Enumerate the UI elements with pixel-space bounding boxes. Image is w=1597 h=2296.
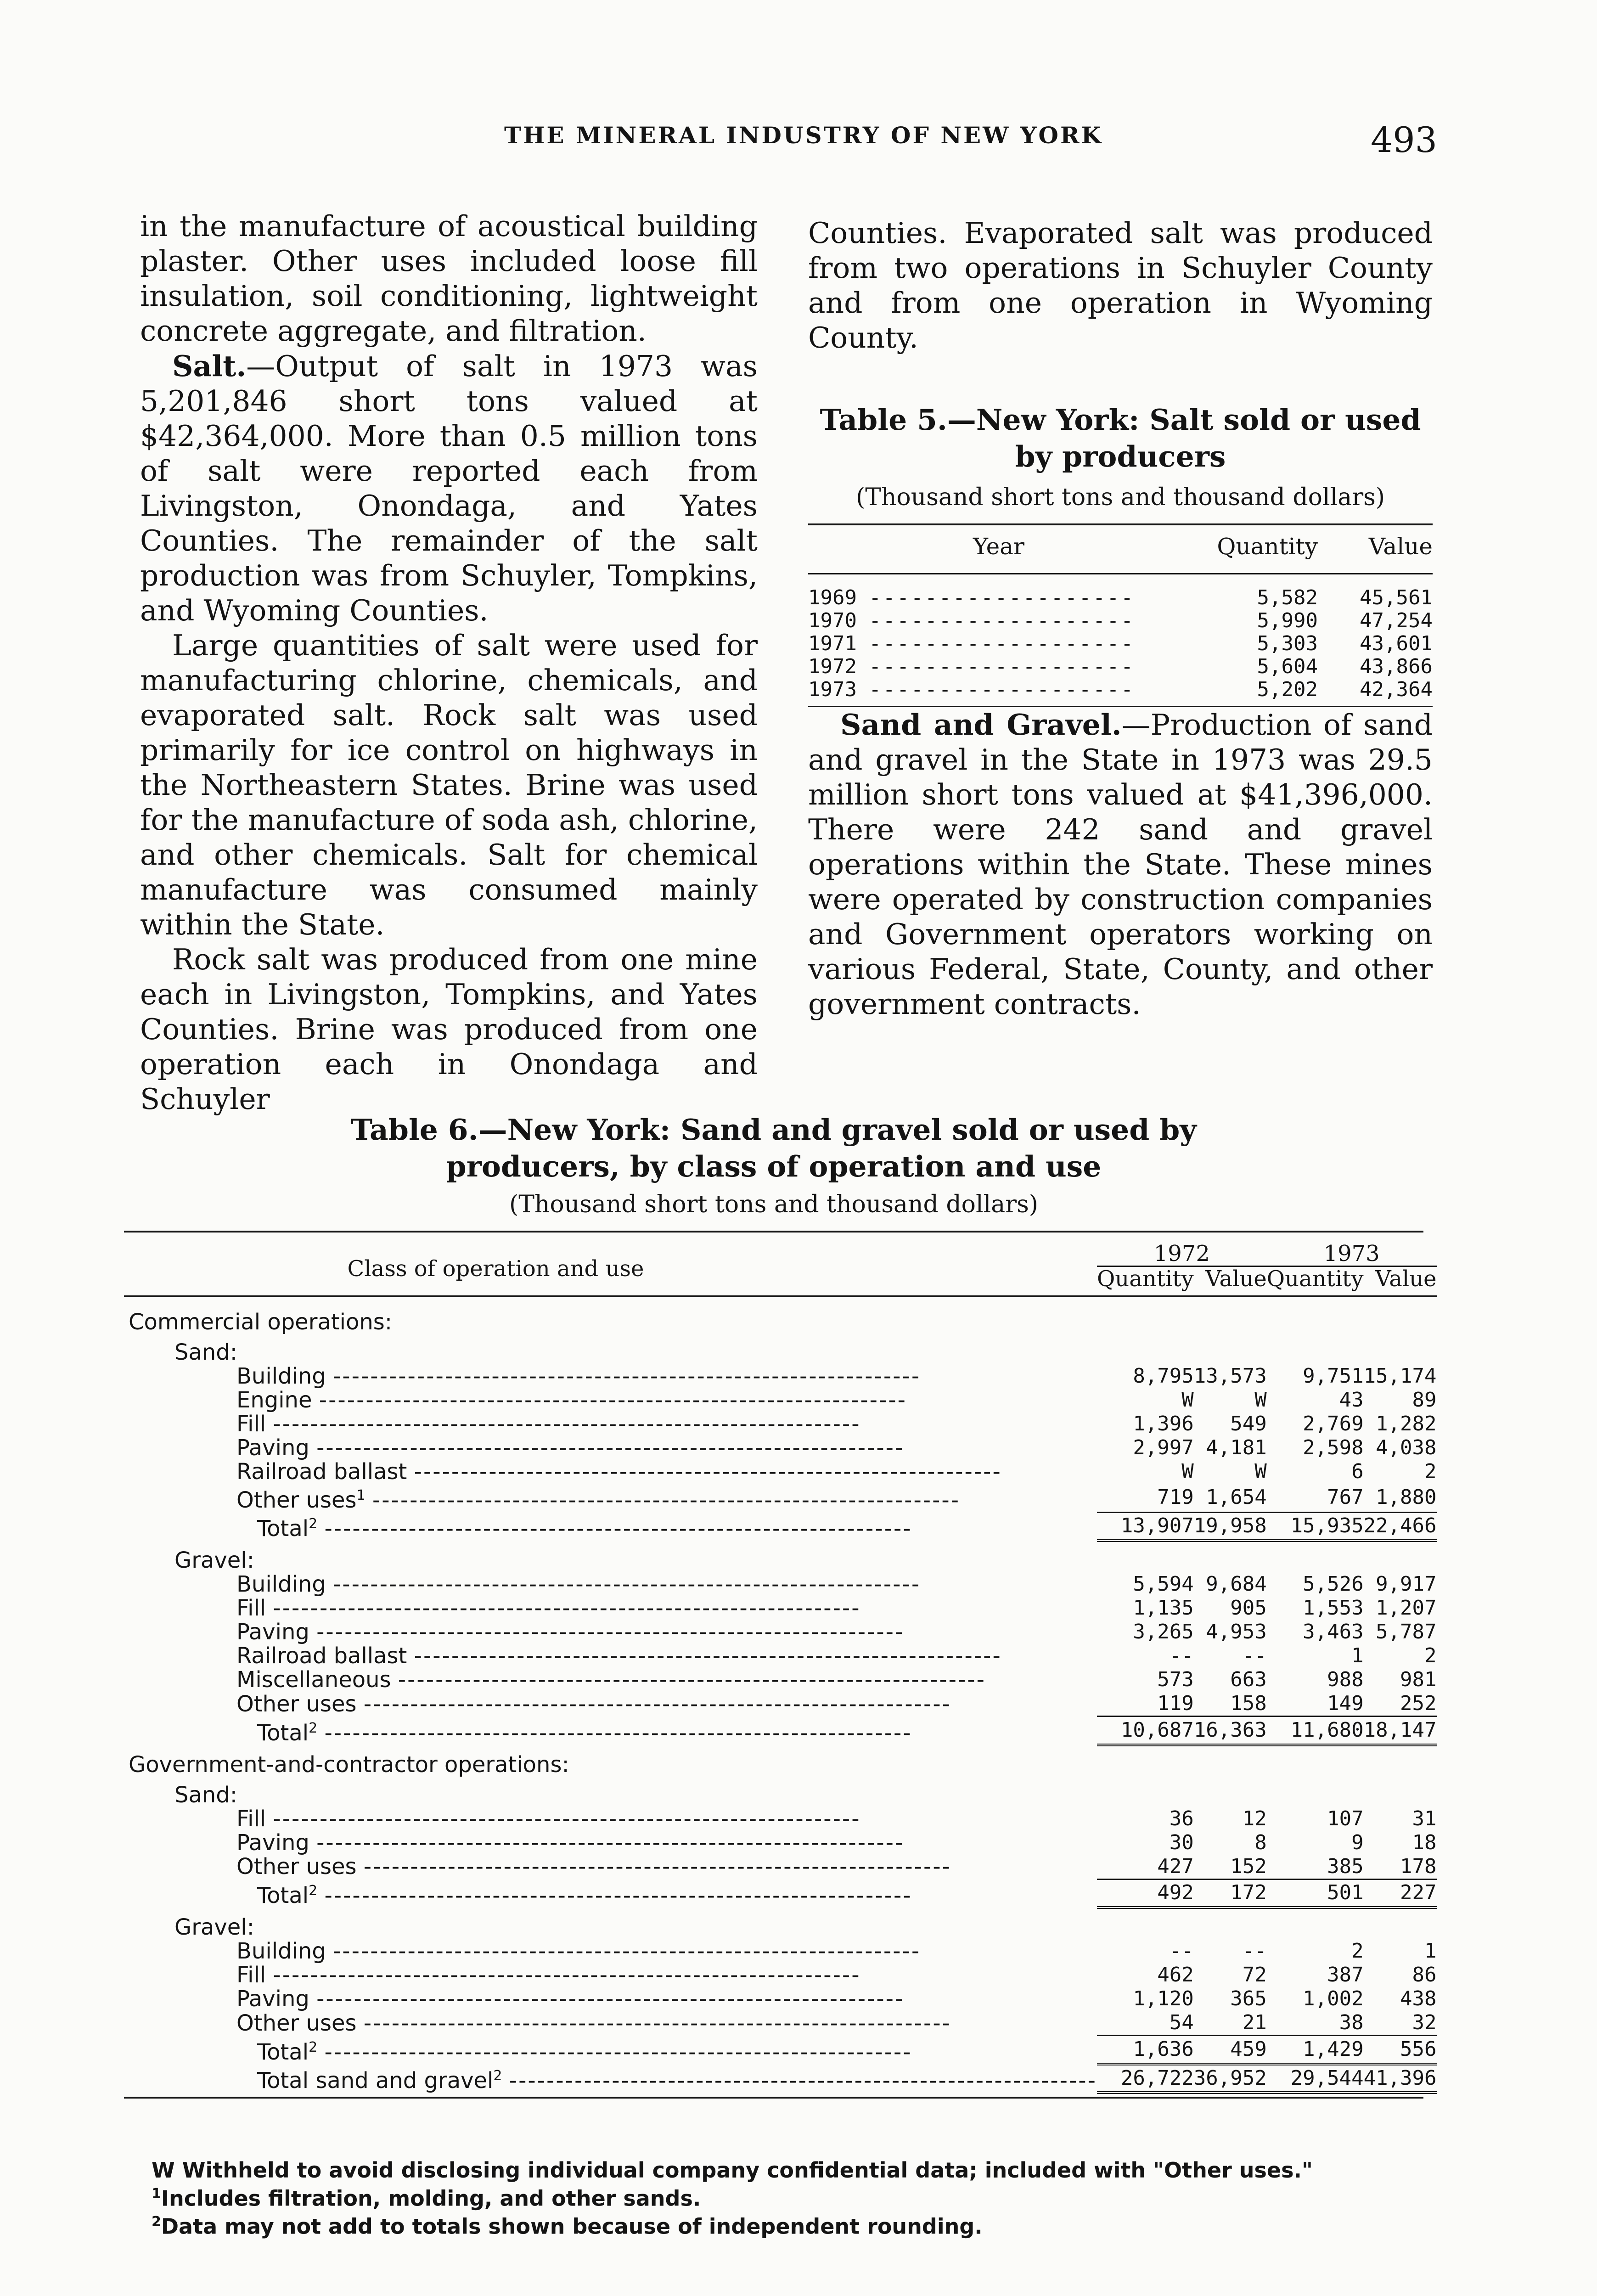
commercial-gravel-row-label: Paving ---------------------------------------------------------------	[236, 1620, 905, 1644]
qty-1973: 9	[1351, 1830, 1364, 1854]
commercial-gravel-row	[124, 1644, 1437, 1668]
val-1973: 22,466	[1364, 1512, 1437, 1541]
commercial-sand-total-row-label: Total$^2$ ---------------------------------------------------------------	[257, 1516, 912, 1541]
left-paragraph-3: Large quantities of salt were used for manufacturing chlorine, chemicals, and evaporated salt. Rock salt was used primarily for ice control on highways in the Northeastern States. Brine was used for the manufacture of soda ash, chlorine, and other chemicals. Salt for chemical manufacture was consumed mainly within the State.	[140, 629, 758, 941]
salt-paragraph	[140, 349, 758, 628]
qty-1973: 385	[1327, 1854, 1364, 1878]
commercial-sand-row-label: Paving ---------------------------------------------------------------	[236, 1436, 905, 1460]
salt-paragraph-text: —Output of salt in 1973 was 5,201,846 short tons valued at $42,364,000. More than 0.5 million tons of salt were reported each from Livingston, Onondaga, and Yates Counties. The remainder of the salt production was from Schuyler, Tompkins, and Wyoming Counties.	[140, 349, 758, 627]
page-number: 493	[1370, 119, 1437, 160]
commercial-sand-row	[124, 1364, 1437, 1388]
table6-year-1973: 1973	[1267, 1232, 1437, 1266]
qty-1972: 3,265	[1133, 1620, 1194, 1643]
val-1973: 252	[1400, 1692, 1437, 1715]
qty-1972: 54	[1169, 2011, 1194, 2034]
table6-val-1972: Value	[1205, 1266, 1267, 1292]
footnote-mark: 2	[152, 2214, 161, 2230]
leader-dots: ---------------------------------------------------------------	[316, 1436, 905, 1460]
val-1973: 438	[1400, 1987, 1437, 2010]
commercial-operations	[124, 1296, 1437, 1334]
sand-heading: Sand and Gravel.	[840, 708, 1122, 742]
commercial-sand-row-label: Engine ---------------------------------------------------------------	[236, 1388, 907, 1412]
table5-value: 42,364	[1360, 678, 1433, 701]
table6-footnotes	[152, 2158, 1437, 2239]
leader-dots: ---------------------------------------------------------------	[332, 1939, 921, 1963]
footnote-ref: 2	[309, 1720, 318, 1736]
qty-1972: 26,722	[1097, 2064, 1194, 2093]
government-gravel-row-label: Building ---------------------------------------------------------------	[236, 1939, 921, 1963]
qty-1973: 9,751	[1303, 1364, 1364, 1388]
qty-1972: 1,636	[1097, 2036, 1194, 2064]
commercial-gravel-row-label: Fill ---------------------------------------------------------------	[236, 1596, 861, 1620]
qty-1973: 11,680	[1267, 1716, 1364, 1745]
government-gravel-heading	[124, 1908, 1437, 1939]
val-1973: 1,282	[1376, 1412, 1437, 1435]
table6-year-1972: 1972	[1097, 1232, 1267, 1266]
val-1973: 9,917	[1376, 1572, 1437, 1596]
table5-row	[808, 632, 1433, 655]
footnote-mark: 1	[152, 2186, 161, 2202]
table5-col-year: Year	[973, 533, 1024, 560]
val-1973: 1,880	[1376, 1486, 1437, 1509]
table5-value: 45,561	[1360, 586, 1433, 609]
commercial-gravel-row	[124, 1668, 1437, 1692]
qty-1973: 6	[1351, 1460, 1364, 1483]
government-gravel-total-row	[124, 2036, 1437, 2064]
commercial-gravel-row	[124, 1572, 1437, 1596]
qty-1972: --	[1169, 1939, 1194, 1963]
val-1972: 365	[1230, 1987, 1267, 2010]
val-1972: 9,684	[1206, 1572, 1267, 1596]
table5-row	[808, 678, 1433, 701]
val-1973: 178	[1400, 1854, 1437, 1878]
val-1973: 1,207	[1376, 1596, 1437, 1620]
val-1972: W	[1254, 1388, 1267, 1412]
val-1972: 663	[1230, 1668, 1267, 1691]
table5-value: 47,254	[1360, 609, 1433, 632]
salt-heading: Salt.	[172, 349, 247, 383]
government-gravel-total-row-label: Total$^2$ ---------------------------------------------------------------	[257, 2039, 912, 2064]
leader-dots: ---------------------------------------------------------------	[273, 1412, 861, 1436]
qty-1972: 5,594	[1133, 1572, 1194, 1596]
commercial-gravel-row-label: Miscellaneous ---------------------------------------------------------------	[236, 1668, 986, 1692]
commercial-sand-row	[124, 1412, 1437, 1436]
val-1972: 158	[1230, 1692, 1267, 1715]
leader-dots: ---------------------------------------------------------------	[319, 1388, 907, 1412]
qty-1973: 43	[1339, 1388, 1364, 1412]
grand-total-row-label: Total sand and gravel$^2$ ---------------------------------------------------------------	[257, 2067, 1097, 2093]
commercial-sand-heading	[124, 1334, 1437, 1364]
right-column	[808, 216, 1433, 1022]
leader-dots: ---------------------------------------------------------------	[509, 2067, 1097, 2093]
val-1973: 5,787	[1376, 1620, 1437, 1643]
qty-1973: 387	[1327, 1963, 1364, 1986]
qty-1973: 2	[1351, 1939, 1364, 1963]
leader-dots: ---------------------------------------------------------------	[332, 1572, 921, 1596]
qty-1973: 1,553	[1303, 1596, 1364, 1620]
government-gravel-row	[124, 1963, 1437, 1987]
government-gravel-row-label: Other uses ---------------------------------------------------------------	[236, 2011, 951, 2036]
qty-1973: 1,429	[1267, 2036, 1364, 2064]
val-1973: 2	[1424, 1460, 1437, 1483]
government-sand-row	[124, 1831, 1437, 1855]
val-1972: 459	[1194, 2036, 1267, 2064]
leader-dots: ---------------------------------------------------------------	[363, 1692, 951, 1716]
commercial-sand-row	[124, 1460, 1437, 1484]
table5-value: 43,866	[1360, 655, 1433, 678]
qty-1973: 5,526	[1303, 1572, 1364, 1596]
government-sand-row-label: Paving ---------------------------------------------------------------	[236, 1830, 905, 1855]
val-1973: 18	[1412, 1830, 1437, 1854]
table5-leader: -------------------	[869, 678, 1135, 701]
table5-leader: -------------------	[869, 586, 1135, 609]
val-1973: 32	[1412, 2011, 1437, 2034]
val-1973: 556	[1364, 2036, 1437, 2064]
table5-leader: -------------------	[869, 655, 1135, 678]
val-1973: 981	[1400, 1668, 1437, 1691]
qty-1973: 107	[1327, 1806, 1364, 1830]
sand-paragraph-text: —Production of sand and gravel in the State in 1973 was 29.5 million short tons valued at $41,396,000. There were 242 sand and gravel operations within the State. These mines were operated by construction companies and Government operators working on various Federal, State, County, and other government contracts.	[808, 708, 1433, 1021]
commercial-gravel-total-row	[124, 1716, 1437, 1745]
qty-1972: 13,907	[1097, 1512, 1194, 1541]
table5-quantity: 5,990	[1257, 609, 1318, 632]
footnote: $^1$Includes filtration, molding, and other sands.	[152, 2186, 701, 2211]
table5-row	[808, 574, 1433, 610]
commercial-gravel-total-row-label: Total$^2$ ---------------------------------------------------------------	[257, 1720, 912, 1745]
qty-1972: 8,795	[1133, 1364, 1194, 1388]
qty-1972: 30	[1169, 1830, 1194, 1854]
val-1972: 16,363	[1194, 1716, 1267, 1745]
val-1972: 152	[1230, 1854, 1267, 1878]
table5-quantity: 5,582	[1257, 586, 1318, 609]
commercial-sand-row	[124, 1484, 1437, 1512]
qty-1973: 1,002	[1303, 1987, 1364, 2010]
qty-1972: 119	[1157, 1692, 1194, 1715]
val-1972: 172	[1194, 1879, 1267, 1908]
val-1973: 2	[1424, 1644, 1437, 1667]
qty-1973: 2,598	[1303, 1436, 1364, 1459]
commercial-gravel-row	[124, 1692, 1437, 1716]
val-1972: 8	[1254, 1830, 1267, 1854]
val-1972: 549	[1230, 1412, 1267, 1435]
government-gravel-row-label: Paving ---------------------------------------------------------------	[236, 1987, 905, 2011]
table6	[124, 1111, 1437, 2099]
table6-grid	[124, 1232, 1437, 2094]
commercial-sand-row	[124, 1388, 1437, 1412]
qty-1972: --	[1169, 1644, 1194, 1667]
leader-dots: ---------------------------------------------------------------	[273, 1596, 861, 1620]
government-gravel-row	[124, 2011, 1437, 2036]
table5-year: 1973 -------------------	[808, 678, 1135, 701]
table5-quantity: 5,604	[1257, 655, 1318, 678]
table5-year: 1969 -------------------	[808, 586, 1135, 609]
val-1972: 36,952	[1194, 2064, 1267, 2093]
commercial-sand-heading-label: Sand:	[174, 1339, 237, 1365]
left-column	[140, 209, 758, 1117]
table5-leader: -------------------	[869, 632, 1135, 655]
leader-dots: ---------------------------------------------------------------	[316, 1620, 905, 1644]
qty-1972: 10,687	[1097, 1716, 1194, 1745]
leader-dots: ---------------------------------------------------------------	[414, 1460, 1002, 1484]
leader-dots: ---------------------------------------------------------------	[324, 2039, 912, 2064]
table5-quantity: 5,303	[1257, 632, 1318, 655]
qty-1973: 2,769	[1303, 1412, 1364, 1435]
commercial-gravel-heading-label: Gravel:	[174, 1548, 254, 1573]
table6-title-line1: Table 6.—New York: Sand and gravel sold or used by	[351, 1113, 1197, 1147]
val-1972: 13,573	[1193, 1364, 1267, 1388]
table6-val-1973: Value	[1375, 1266, 1437, 1292]
qty-1973: 15,935	[1267, 1512, 1364, 1541]
leader-dots: ---------------------------------------------------------------	[332, 1364, 921, 1388]
table5-col-value: Value	[1368, 533, 1433, 560]
leader-dots: ---------------------------------------------------------------	[316, 1830, 905, 1855]
government-operations-label: Government-and-contractor operations:	[129, 1751, 569, 1778]
val-1972: 72	[1242, 1963, 1267, 1986]
table5-row	[808, 655, 1433, 678]
government-sand-row	[124, 1855, 1437, 1880]
val-1972: 12	[1242, 1806, 1267, 1830]
commercial-operations-label: Commercial operations:	[129, 1309, 392, 1335]
val-1972: 19,958	[1194, 1512, 1267, 1541]
grand-total-row	[124, 2064, 1437, 2093]
val-1972: 1,654	[1206, 1486, 1267, 1509]
footnote: W Withheld to avoid disclosing individual company confidential data; included with "Other uses."	[152, 2158, 1313, 2183]
commercial-sand-row-label: Other uses$^1$ ---------------------------------------------------------------	[236, 1487, 961, 1512]
qty-1972: 719	[1157, 1486, 1194, 1509]
val-1972: --	[1242, 1644, 1267, 1667]
qty-1972: 36	[1169, 1806, 1194, 1830]
table5-year: 1970 -------------------	[808, 609, 1135, 632]
qty-1972: W	[1181, 1460, 1194, 1483]
leader-dots: ---------------------------------------------------------------	[398, 1668, 986, 1692]
government-sand-total-row	[124, 1879, 1437, 1908]
val-1973: 86	[1412, 1963, 1437, 1986]
government-sand-row	[124, 1807, 1437, 1831]
qty-1973: 501	[1267, 1879, 1364, 1908]
government-sand-heading	[124, 1777, 1437, 1807]
commercial-gravel-row-label: Other uses ---------------------------------------------------------------	[236, 1692, 951, 1716]
qty-1972: 1,135	[1133, 1596, 1194, 1620]
qty-1972: 573	[1157, 1668, 1194, 1691]
leader-dots: ---------------------------------------------------------------	[324, 1516, 912, 1541]
government-sand-total-row-label: Total$^2$ ---------------------------------------------------------------	[257, 1883, 912, 1908]
qty-1973: 149	[1327, 1692, 1364, 1715]
table6-qty-1973: Quantity	[1266, 1266, 1364, 1292]
qty-1973: 988	[1327, 1668, 1364, 1691]
leader-dots: ---------------------------------------------------------------	[324, 1720, 912, 1745]
government-sand-row-label: Fill ---------------------------------------------------------------	[236, 1806, 861, 1831]
val-1973: 1	[1424, 1939, 1437, 1963]
table5-title-line1: Table 5.—New York: Salt sold or used	[820, 403, 1421, 437]
footnote-ref: 2	[309, 2039, 318, 2055]
leader-dots: ---------------------------------------------------------------	[372, 1487, 961, 1512]
government-gravel-row	[124, 1939, 1437, 1963]
government-sand-heading-label: Sand:	[174, 1782, 237, 1808]
right-paragraph-1: Counties. Evaporated salt was produced from two operations in Schuyler County and from one operation in Wyoming County.	[808, 216, 1433, 355]
leader-dots: ---------------------------------------------------------------	[316, 1987, 905, 2011]
footnote-ref: 1	[356, 1487, 366, 1503]
leader-dots: ---------------------------------------------------------------	[273, 1963, 861, 1987]
commercial-gravel-heading	[124, 1541, 1437, 1572]
commercial-sand-total-row	[124, 1512, 1437, 1541]
government-sand-row-label: Other uses ---------------------------------------------------------------	[236, 1854, 951, 1879]
val-1973: 31	[1412, 1806, 1437, 1830]
leader-dots: ---------------------------------------------------------------	[363, 1854, 951, 1879]
table5-value: 43,601	[1360, 632, 1433, 655]
qty-1973: 3,463	[1303, 1620, 1364, 1643]
footnote-ref: 2	[309, 1883, 318, 1899]
footnote-ref: 2	[309, 1516, 318, 1532]
footnote: $^2$Data may not add to totals shown because of independent rounding.	[152, 2214, 983, 2239]
table5-year: 1972 -------------------	[808, 655, 1135, 678]
qty-1972: 492	[1097, 1879, 1194, 1908]
commercial-sand-row-label: Fill ---------------------------------------------------------------	[236, 1412, 861, 1436]
val-1972: 21	[1242, 2011, 1267, 2034]
table5-year: 1971 -------------------	[808, 632, 1135, 655]
footnote-ref: 2	[493, 2067, 502, 2084]
table5-title-line2: by producers	[1015, 439, 1226, 473]
qty-1973: 29,544	[1267, 2064, 1364, 2093]
table6-bottom-rule	[124, 2097, 1423, 2099]
table5-col-quantity: Quantity	[1217, 533, 1318, 560]
leader-dots: ---------------------------------------------------------------	[273, 1806, 861, 1831]
table5	[808, 401, 1433, 707]
table5-row	[808, 609, 1433, 632]
table5-quantity: 5,202	[1257, 678, 1318, 701]
qty-1972: 427	[1157, 1854, 1194, 1878]
val-1973: 89	[1412, 1388, 1437, 1412]
qty-1972: 2,997	[1133, 1436, 1194, 1459]
left-paragraph-4: Rock salt was produced from one mine each in Livingston, Tompkins, and Yates Counties. Brine was produced from one operation each in Onondaga and Schuyler	[140, 943, 758, 1116]
val-1973: 227	[1364, 1879, 1437, 1908]
commercial-sand-row	[124, 1436, 1437, 1460]
qty-1972: 1,396	[1133, 1412, 1194, 1435]
table6-col-label: Class of operation and use	[347, 1255, 644, 1282]
commercial-sand-row-label: Railroad ballast ---------------------------------------------------------------	[236, 1460, 1002, 1484]
sand-paragraph	[808, 707, 1433, 1022]
table5-leader: -------------------	[869, 609, 1135, 632]
leader-dots: ---------------------------------------------------------------	[324, 1883, 912, 1908]
val-1972: 4,181	[1206, 1436, 1267, 1459]
val-1972: --	[1242, 1939, 1267, 1963]
qty-1973: 1	[1351, 1644, 1364, 1667]
government-gravel-row	[124, 1987, 1437, 2011]
val-1972: 905	[1230, 1596, 1267, 1620]
government-gravel-heading-label: Gravel:	[174, 1914, 254, 1940]
table6-subtitle: (Thousand short tons and thousand dollars)	[509, 1191, 1039, 1218]
leader-dots: ---------------------------------------------------------------	[414, 1644, 1002, 1668]
val-1973: 41,396	[1364, 2064, 1437, 2093]
qty-1972: 462	[1157, 1963, 1194, 1986]
commercial-sand-row-label: Building ---------------------------------------------------------------	[236, 1364, 921, 1388]
government-operations	[124, 1745, 1437, 1777]
qty-1972: 1,120	[1133, 1987, 1194, 2010]
table5-grid	[808, 525, 1433, 701]
qty-1973: 38	[1339, 2011, 1364, 2034]
val-1973: 18,147	[1364, 1716, 1437, 1745]
val-1972: 4,953	[1206, 1620, 1267, 1643]
government-gravel-row-label: Fill ---------------------------------------------------------------	[236, 1963, 861, 1987]
commercial-gravel-row	[124, 1620, 1437, 1644]
val-1973: 4,038	[1376, 1436, 1437, 1459]
val-1972: W	[1254, 1460, 1267, 1483]
qty-1972: W	[1181, 1388, 1194, 1412]
running-title: THE MINERAL INDUSTRY OF NEW YORK	[504, 122, 1103, 149]
commercial-gravel-row-label: Railroad ballast ---------------------------------------------------------------	[236, 1644, 1002, 1668]
table6-title-line2: producers, by class of operation and use	[446, 1149, 1102, 1183]
commercial-gravel-row-label: Building ---------------------------------------------------------------	[236, 1572, 921, 1596]
val-1973: 15,174	[1363, 1364, 1437, 1388]
left-paragraph-1: in the manufacture of acoustical building plaster. Other uses included loose fill insulation, soil conditioning, lightweight concrete aggregate, and filtration.	[140, 209, 758, 348]
qty-1973: 767	[1327, 1486, 1364, 1509]
table5-subtitle: (Thousand short tons and thousand dollars)	[855, 484, 1385, 511]
commercial-gravel-row	[124, 1596, 1437, 1620]
table6-qty-1972: Quantity	[1097, 1266, 1194, 1292]
leader-dots: ---------------------------------------------------------------	[363, 2011, 951, 2036]
